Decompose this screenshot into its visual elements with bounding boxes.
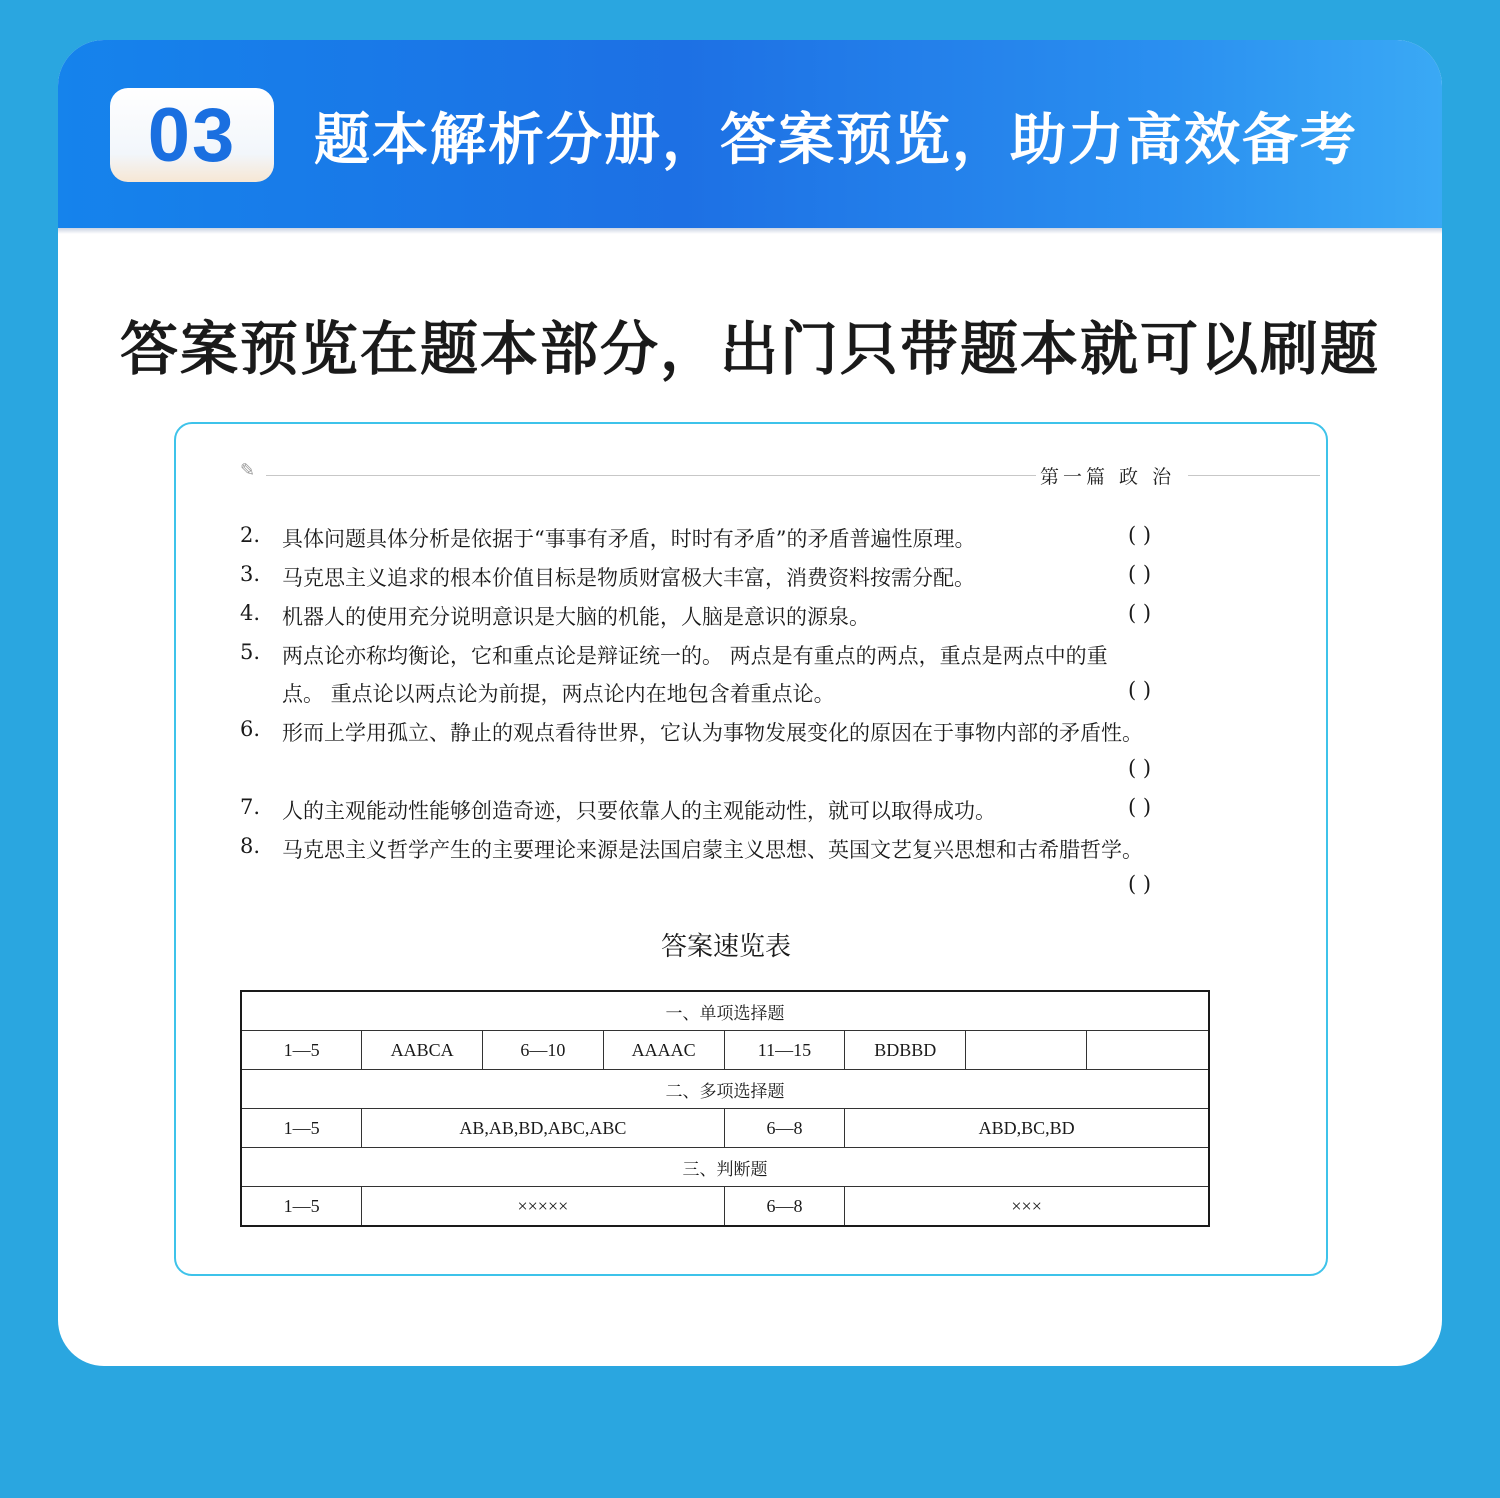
- header-rule-left: [266, 475, 1036, 476]
- question-text: 机器人的使用充分说明意识是大脑的机能，人脑是意识的源泉。: [282, 605, 870, 629]
- running-head: [240, 460, 1320, 490]
- chapter-label: 第一篇 政 治: [1040, 466, 1176, 488]
- question-text: 两点论亦称均衡论，它和重点论是辩证统一的。 两点是有重点的两点，重点是两点中的重: [282, 644, 1108, 668]
- table-cell: AAAAC: [603, 1031, 724, 1070]
- answer-bracket: ( ): [1128, 678, 1152, 702]
- question-number: 7.: [240, 795, 261, 819]
- answer-bracket: ( ): [1128, 562, 1152, 586]
- table-cell: AB,AB,BD,ABC,ABC: [362, 1109, 724, 1148]
- subtitle: 答案预览在题本部分，出门只带题本就可以刷题: [119, 315, 1380, 383]
- table-cell: 6—8: [724, 1109, 845, 1148]
- table-cell: 6—8: [724, 1187, 845, 1227]
- answer-bracket: ( ): [1128, 601, 1152, 625]
- header-banner: [58, 40, 1442, 228]
- answer-bracket: ( ): [1128, 872, 1152, 896]
- table-cell: 1—5: [241, 1109, 362, 1148]
- question-number: 4.: [240, 601, 261, 625]
- pencil-icon: ✎: [240, 460, 256, 481]
- table-cell: AABCA: [362, 1031, 483, 1070]
- table-row: [241, 1109, 1209, 1148]
- answer-bracket: ( ): [1128, 795, 1152, 819]
- table-row: [241, 1031, 1209, 1070]
- table-cell: BDBBD: [845, 1031, 966, 1070]
- table-cell: ABD,BC,BD: [845, 1109, 1209, 1148]
- question-number: 8.: [240, 834, 261, 858]
- question-text: 形而上学用孤立、静止的观点看待世界，它认为事物发展变化的原因在于事物内部的矛盾性。: [282, 721, 1143, 745]
- answer-table-title: 答案速览表: [660, 932, 791, 962]
- question-number: 5.: [240, 640, 261, 664]
- answer-bracket: ( ): [1128, 523, 1152, 547]
- question-text: 马克思主义哲学产生的主要理论来源是法国启蒙主义思想、英国文艺复兴思想和古希腊哲学。: [282, 838, 1143, 862]
- table-cell: 1—5: [241, 1031, 362, 1070]
- question-text: 人的主观能动性能够创造奇迹，只要依靠人的主观能动性，就可以取得成功。: [282, 799, 996, 823]
- content-card: [58, 40, 1442, 1366]
- table-row: [241, 991, 1209, 1031]
- question-number: 3.: [240, 562, 261, 586]
- table-cell: 1—5: [241, 1187, 362, 1227]
- table-cell: [1086, 1031, 1209, 1070]
- answer-table: [240, 990, 1210, 1227]
- table-cell: ×××: [845, 1187, 1209, 1227]
- table-cell: [966, 1031, 1087, 1070]
- question-number: 6.: [240, 717, 261, 741]
- question-text: 马克思主义追求的根本价值目标是物质财富极大丰富，消费资料按需分配。: [282, 566, 975, 590]
- table-cell: 6—10: [483, 1031, 604, 1070]
- section-number-badge: 03: [110, 88, 274, 182]
- table-row: [241, 1187, 1209, 1227]
- section-header: 三、判断题: [241, 1148, 1209, 1187]
- header-rule-right: [1188, 475, 1320, 476]
- question-text: 具体问题具体分析是依据于“事事有矛盾，时时有矛盾”的矛盾普遍性原理。: [282, 527, 976, 551]
- table-row: [241, 1070, 1209, 1109]
- question-number: 2.: [240, 523, 261, 547]
- book-page-preview: [174, 422, 1328, 1276]
- table-cell: 11—15: [724, 1031, 845, 1070]
- table-cell: ×××××: [362, 1187, 724, 1227]
- banner-title: 题本解析分册，答案预览，助力高效备考: [314, 108, 1358, 173]
- section-header: 一、单项选择题: [241, 991, 1209, 1031]
- section-header: 二、多项选择题: [241, 1070, 1209, 1109]
- answer-bracket: ( ): [1128, 756, 1152, 780]
- question-text-continued: 点。 重点论以两点论为前提，两点论内在地包含着重点论。: [282, 682, 835, 706]
- table-row: [241, 1148, 1209, 1187]
